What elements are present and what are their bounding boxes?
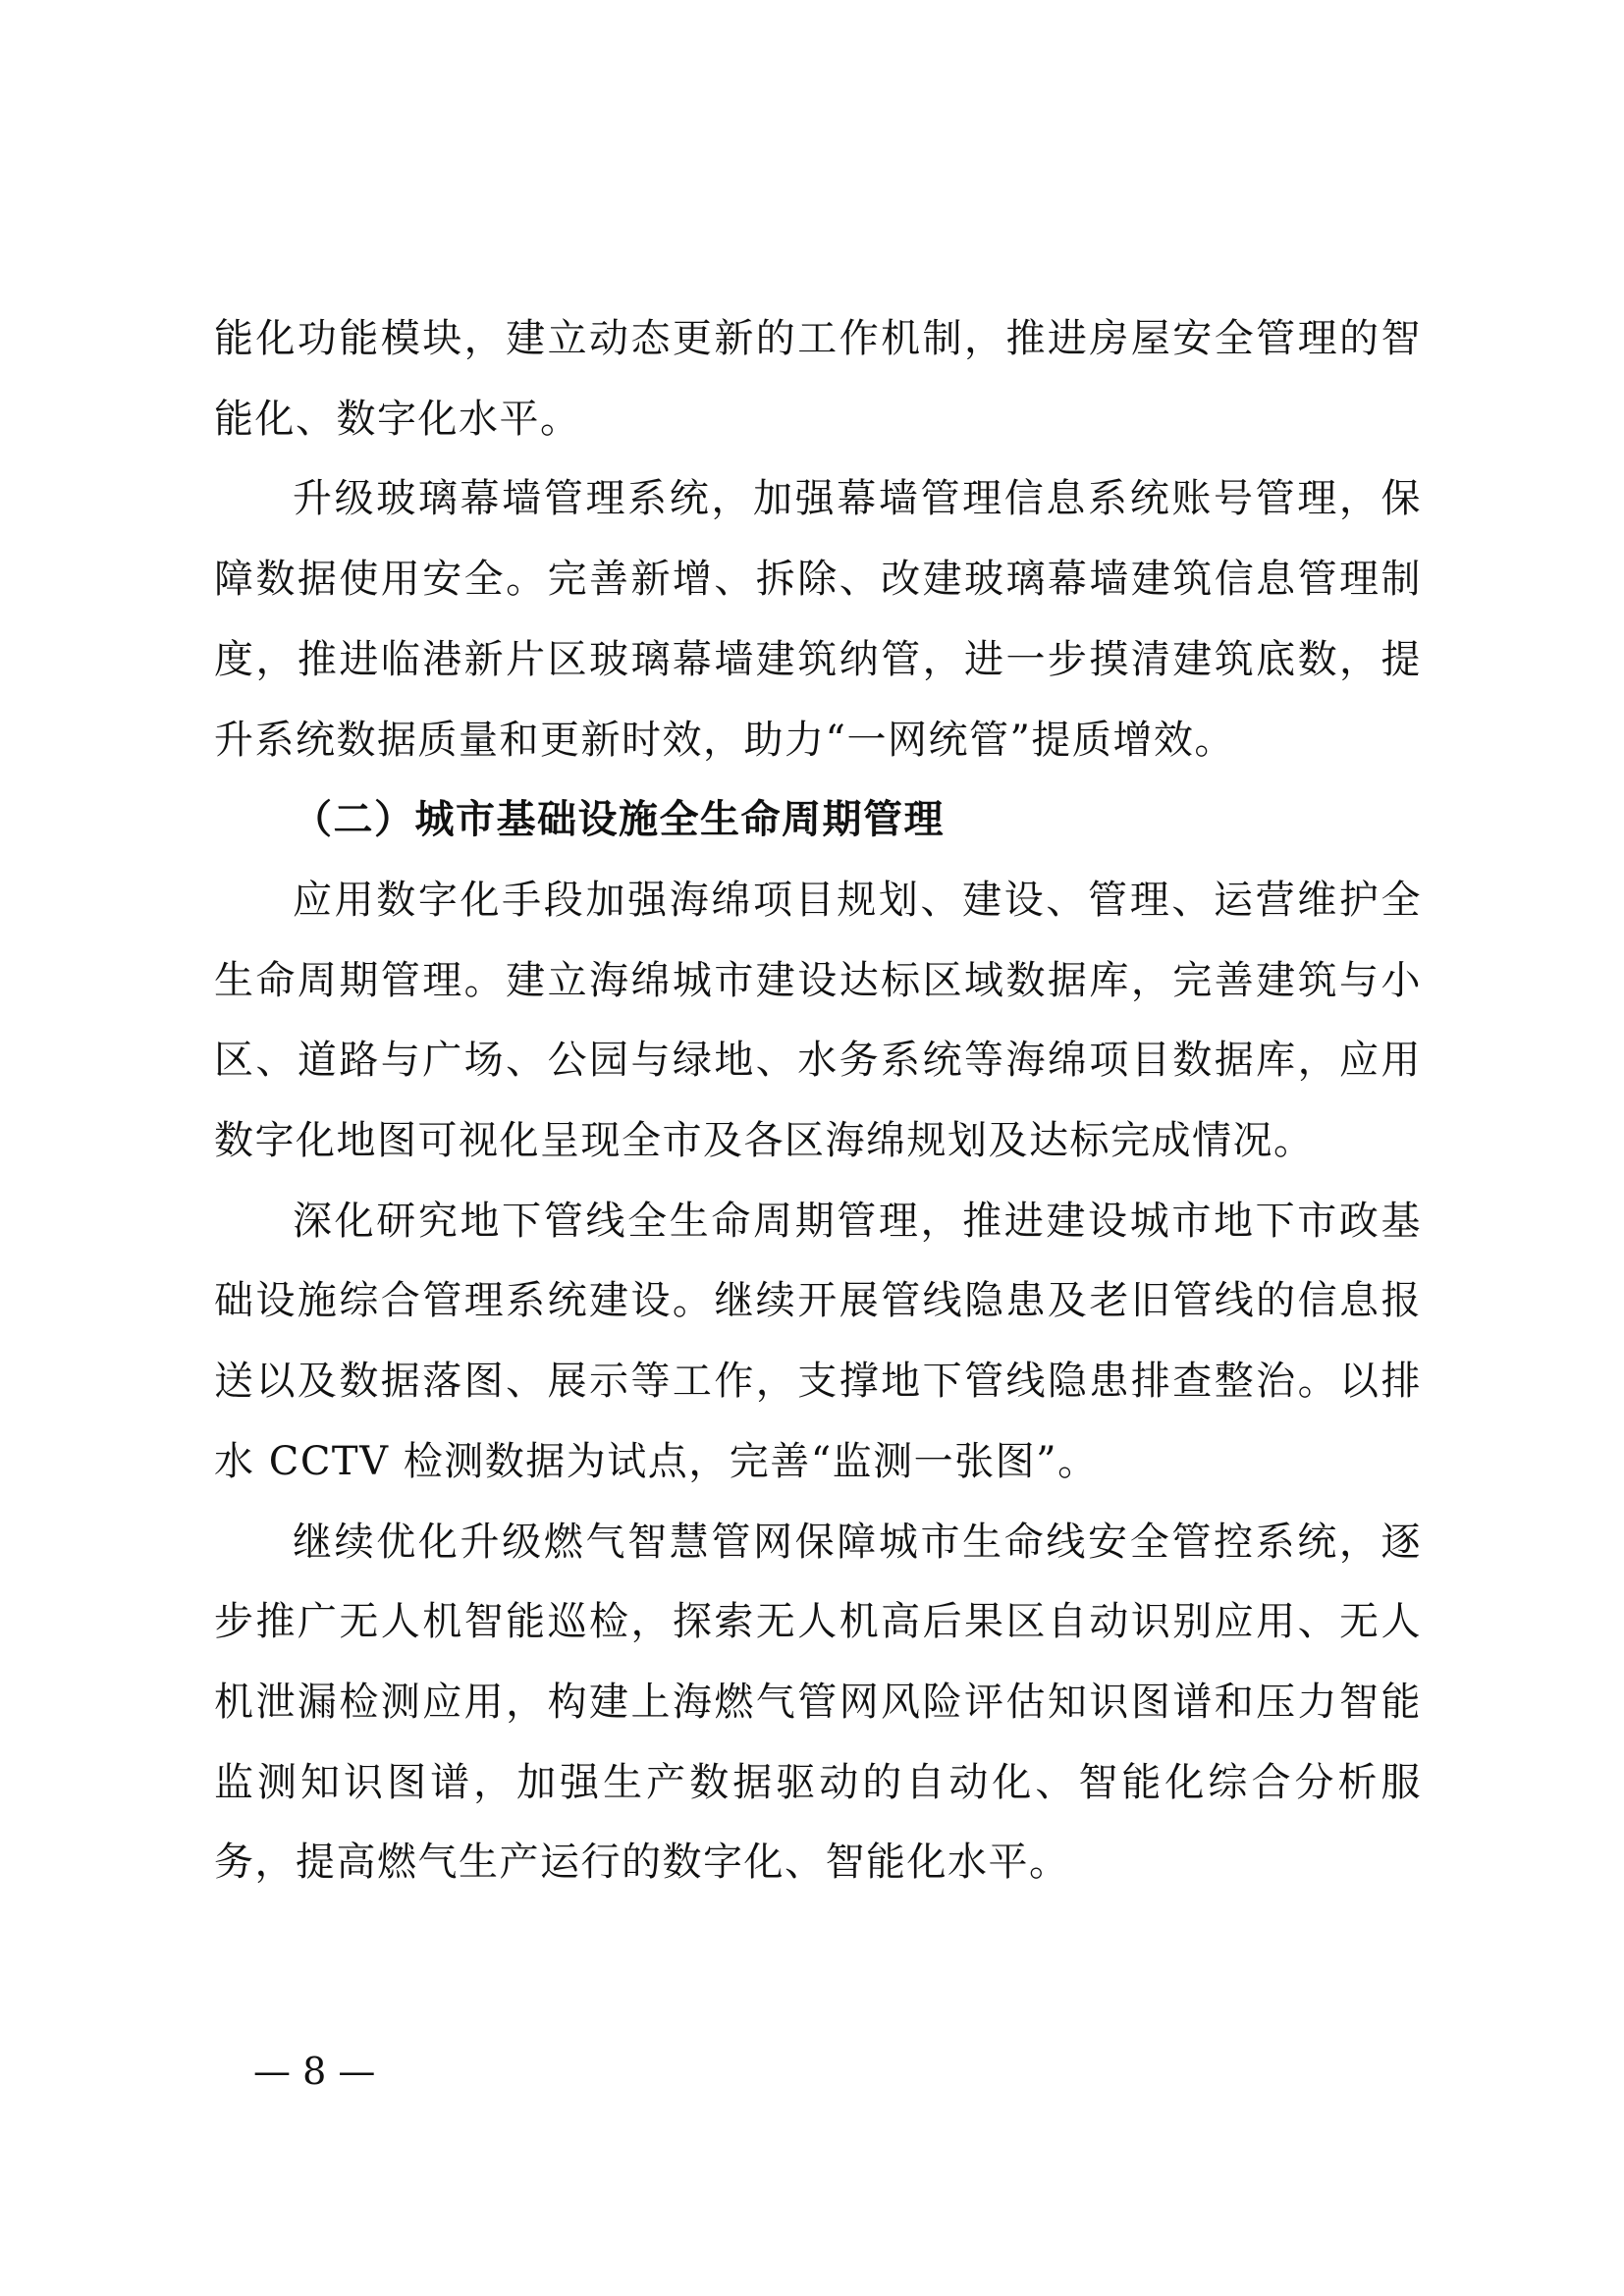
paragraph-glass-curtain-wall: 升级玻璃幕墙管理系统，加强幕墙管理信息系统账号管理，保障数据使用安全。完善新增、拆除、改建玻璃幕墙建筑信息管理制度，推进临港新片区玻璃幕墙建筑纳管，进一步摸清建筑底数，提升系统数据质量和更新时效，助力“一网统管”提质增效。 xyxy=(214,476,1422,763)
page-number: — 8 — xyxy=(253,2050,376,2093)
section-heading: （二）城市基础设施全生命周期管理 xyxy=(293,797,945,843)
paragraph-underground-pipelines: 深化研究地下管线全生命周期管理，推进建设城市地下市政基础设施综合管理系统建设。继续开展管线隐患及老旧管线的信息报送以及数据落图、展示等工作，支撑地下管线隐患排查整治。以排水 CCTV 检测数据为试点，完善“监测一张图”。 xyxy=(214,1198,1422,1484)
document-body xyxy=(214,299,1422,1903)
paragraph-continuation: 能化功能模块，建立动态更新的工作机制，推进房屋安全管理的智能化、数字化水平。 xyxy=(214,316,1422,442)
paragraph-gas-network: 继续优化升级燃气智慧管网保障城市生命线安全管控系统，逐步推广无人机智能巡检，探索无人机高后果区自动识别应用、无人机泄漏检测应用，构建上海燃气管网风险评估知识图谱和压力智能监测知识图谱，加强生产数据驱动的自动化、智能化综合分析服务，提高燃气生产运行的数字化、智能化水平。 xyxy=(214,1519,1422,1886)
paragraph-sponge-city: 应用数字化手段加强海绵项目规划、建设、管理、运营维护全生命周期管理。建立海绵城市建设达标区域数据库，完善建筑与小区、道路与广场、公园与绿地、水务系统等海绵项目数据库，应用数字化地图可视化呈现全市及各区海绵规划及达标完成情况。 xyxy=(214,877,1422,1164)
